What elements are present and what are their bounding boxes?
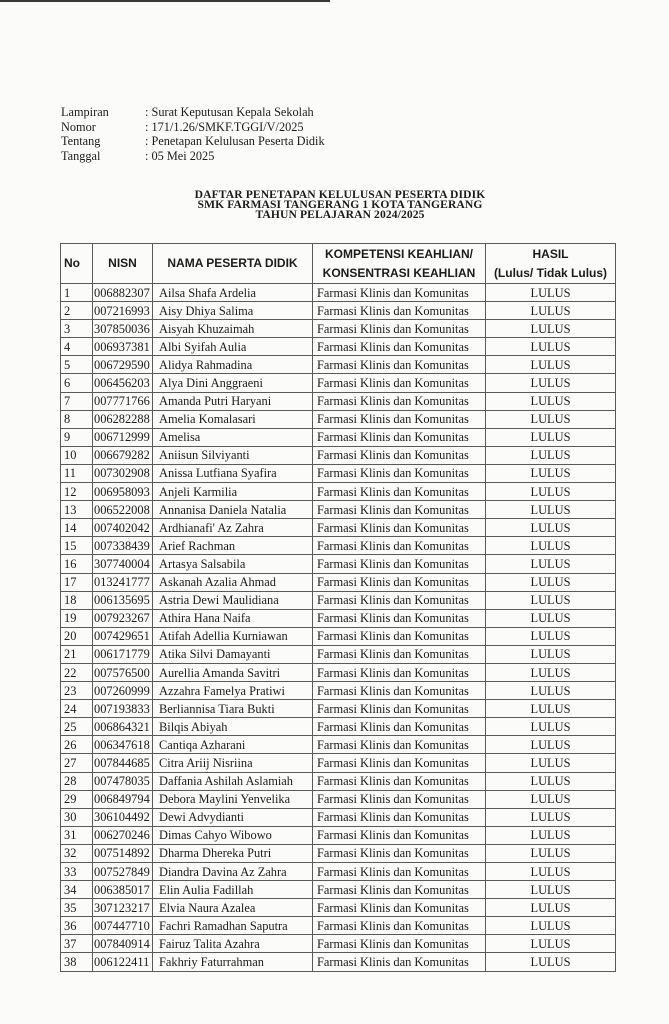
table-row [61, 573, 616, 591]
cell-nama: Dharma Dhereka Putri [153, 844, 313, 862]
cell-nama: Elvia Naura Azalea [153, 899, 313, 917]
cell-nama: Aurellia Amanda Savitri [153, 663, 313, 681]
cell-hasil: LULUS [486, 284, 616, 302]
cell-no: 38 [61, 953, 93, 971]
cell-nisn: 006385017 [93, 881, 153, 899]
cell-nisn: 006122411 [93, 953, 153, 971]
cell-nama: Diandra Davina Az Zahra [153, 863, 313, 881]
cell-no: 9 [61, 428, 93, 446]
table-row [61, 320, 616, 338]
cell-hasil: LULUS [486, 627, 616, 645]
cell-kompetensi: Farmasi Klinis dan Komunitas [313, 374, 486, 392]
cell-no: 4 [61, 338, 93, 356]
cell-nisn: 006282288 [93, 410, 153, 428]
cell-kompetensi: Farmasi Klinis dan Komunitas [313, 917, 486, 935]
header-nisn: NISN [93, 244, 153, 284]
cell-kompetensi: Farmasi Klinis dan Komunitas [313, 392, 486, 410]
cell-hasil: LULUS [486, 645, 616, 663]
cell-no: 23 [61, 682, 93, 700]
table-row [61, 826, 616, 844]
table-row [61, 555, 616, 573]
cell-kompetensi: Farmasi Klinis dan Komunitas [313, 410, 486, 428]
cell-no: 2 [61, 302, 93, 320]
table-row [61, 772, 616, 790]
cell-no: 8 [61, 410, 93, 428]
cell-nisn: 007478035 [93, 772, 153, 790]
cell-hasil: LULUS [486, 356, 616, 374]
cell-hasil: LULUS [486, 881, 616, 899]
cell-kompetensi: Farmasi Klinis dan Komunitas [313, 772, 486, 790]
meta-value: : 171/1.26/SMKF.TGGI/V/2025 [145, 119, 304, 134]
cell-no: 20 [61, 627, 93, 645]
cell-kompetensi: Farmasi Klinis dan Komunitas [313, 844, 486, 862]
cell-nisn: 006456203 [93, 374, 153, 392]
table-row [61, 609, 616, 627]
cell-nama: Berliannisa Tiara Bukti [153, 700, 313, 718]
table-row [61, 446, 616, 464]
cell-hasil: LULUS [486, 700, 616, 718]
cell-nama: Fachri Ramadhan Saputra [153, 917, 313, 935]
table-row [61, 953, 616, 971]
cell-nama: Bilqis Abiyah [153, 718, 313, 736]
cell-nama: Fakhriy Faturrahman [153, 953, 313, 971]
cell-kompetensi: Farmasi Klinis dan Komunitas [313, 483, 486, 501]
cell-kompetensi: Farmasi Klinis dan Komunitas [313, 501, 486, 519]
cell-no: 36 [61, 917, 93, 935]
cell-nisn: 007771766 [93, 392, 153, 410]
cell-no: 15 [61, 537, 93, 555]
cell-hasil: LULUS [486, 772, 616, 790]
cell-hasil: LULUS [486, 338, 616, 356]
cell-nama: Albi Syifah Aulia [153, 338, 313, 356]
header-hasil-line-2: (Lulus/ Tidak Lulus) [493, 265, 608, 280]
cell-hasil: LULUS [486, 446, 616, 464]
header-kompetensi-line-2: KONSENTRASI KEAHLIAN [322, 265, 476, 280]
cell-nisn: 007302908 [93, 464, 153, 482]
cell-nama: Astria Dewi Maulidiana [153, 591, 313, 609]
cell-nama: Amanda Putri Haryani [153, 392, 313, 410]
cell-no: 10 [61, 446, 93, 464]
table-row [61, 682, 616, 700]
cell-kompetensi: Farmasi Klinis dan Komunitas [313, 863, 486, 881]
cell-no: 31 [61, 826, 93, 844]
table-row [61, 519, 616, 537]
cell-kompetensi: Farmasi Klinis dan Komunitas [313, 555, 486, 573]
cell-kompetensi: Farmasi Klinis dan Komunitas [313, 519, 486, 537]
cell-kompetensi: Farmasi Klinis dan Komunitas [313, 428, 486, 446]
cell-nama: Ardhianafi' Az Zahra [153, 519, 313, 537]
table-row [61, 392, 616, 410]
table-row [61, 483, 616, 501]
cell-hasil: LULUS [486, 899, 616, 917]
cell-nama: Askanah Azalia Ahmad [153, 573, 313, 591]
cell-nama: Ailsa Shafa Ardelia [153, 284, 313, 302]
cell-hasil: LULUS [486, 483, 616, 501]
table-row [61, 700, 616, 718]
cell-no: 24 [61, 700, 93, 718]
cell-kompetensi: Farmasi Klinis dan Komunitas [313, 663, 486, 681]
title-line-2: SMK FARMASI TANGERANG 1 KOTA TANGERANG [197, 198, 483, 211]
meta-value: : 05 Mei 2025 [145, 148, 215, 163]
cell-kompetensi: Farmasi Klinis dan Komunitas [313, 464, 486, 482]
cell-no: 3 [61, 320, 93, 338]
meta-label: Nomor [61, 119, 96, 134]
cell-no: 33 [61, 863, 93, 881]
header-no: No [61, 244, 93, 284]
header-hasil-line-1: HASIL [532, 246, 569, 261]
cell-nama: Arief Rachman [153, 537, 313, 555]
cell-kompetensi: Farmasi Klinis dan Komunitas [313, 808, 486, 826]
table-row [61, 754, 616, 772]
cell-no: 14 [61, 519, 93, 537]
cell-nama: Amelia Komalasari [153, 410, 313, 428]
cell-hasil: LULUS [486, 935, 616, 953]
table-row [61, 338, 616, 356]
table-row [61, 284, 616, 302]
cell-nama: Anjeli Karmilia [153, 483, 313, 501]
cell-nama: Anissa Lutfiana Syafira [153, 464, 313, 482]
meta-row-tanggal [61, 149, 325, 164]
cell-hasil: LULUS [486, 573, 616, 591]
cell-hasil: LULUS [486, 302, 616, 320]
table-row [61, 410, 616, 428]
title-line-3: TAHUN PELAJARAN 2024/2025 [255, 208, 425, 221]
cell-hasil: LULUS [486, 917, 616, 935]
cell-nama: Daffania Ashilah Aslamiah [153, 772, 313, 790]
cell-nisn: 006679282 [93, 446, 153, 464]
cell-nama: Aisyah Khuzaimah [153, 320, 313, 338]
letter-metadata [61, 105, 325, 163]
cell-kompetensi: Farmasi Klinis dan Komunitas [313, 953, 486, 971]
cell-nama: Fairuz Talita Azahra [153, 935, 313, 953]
cell-kompetensi: Farmasi Klinis dan Komunitas [313, 754, 486, 772]
cell-nisn: 006270246 [93, 826, 153, 844]
cell-no: 26 [61, 736, 93, 754]
table-row [61, 627, 616, 645]
cell-kompetensi: Farmasi Klinis dan Komunitas [313, 645, 486, 663]
cell-hasil: LULUS [486, 537, 616, 555]
cell-nisn: 007260999 [93, 682, 153, 700]
cell-kompetensi: Farmasi Klinis dan Komunitas [313, 682, 486, 700]
title-line-1: DAFTAR PENETAPAN KELULUSAN PESERTA DIDIK [194, 188, 486, 201]
cell-no: 32 [61, 844, 93, 862]
cell-no: 27 [61, 754, 93, 772]
cell-nama: Athira Hana Naifa [153, 609, 313, 627]
cell-nama: Atika Silvi Damayanti [153, 645, 313, 663]
cell-nisn: 006347618 [93, 736, 153, 754]
scan-edge-artifact [0, 0, 330, 2]
cell-nama: Aniisun Silviyanti [153, 446, 313, 464]
cell-no: 37 [61, 935, 93, 953]
cell-kompetensi: Farmasi Klinis dan Komunitas [313, 881, 486, 899]
cell-nama: Alidya Rahmadina [153, 356, 313, 374]
table-row [61, 935, 616, 953]
table-row [61, 356, 616, 374]
header-nama: NAMA PESERTA DIDIK [153, 244, 313, 284]
table-row [61, 718, 616, 736]
cell-hasil: LULUS [486, 863, 616, 881]
meta-value: : Surat Keputusan Kepala Sekolah [145, 105, 314, 119]
cell-nisn: 007923267 [93, 609, 153, 627]
cell-kompetensi: Farmasi Klinis dan Komunitas [313, 302, 486, 320]
cell-hasil: LULUS [486, 826, 616, 844]
cell-no: 19 [61, 609, 93, 627]
cell-nisn: 007576500 [93, 663, 153, 681]
cell-hasil: LULUS [486, 428, 616, 446]
cell-hasil: LULUS [486, 591, 616, 609]
cell-nisn: 013241777 [93, 573, 153, 591]
table-row [61, 374, 616, 392]
cell-kompetensi: Farmasi Klinis dan Komunitas [313, 320, 486, 338]
cell-nisn: 007447710 [93, 917, 153, 935]
table-row [61, 736, 616, 754]
cell-no: 5 [61, 356, 93, 374]
cell-hasil: LULUS [486, 464, 616, 482]
cell-nisn: 007402042 [93, 519, 153, 537]
cell-no: 12 [61, 483, 93, 501]
cell-kompetensi: Farmasi Klinis dan Komunitas [313, 627, 486, 645]
cell-hasil: LULUS [486, 519, 616, 537]
table-row [61, 645, 616, 663]
cell-nisn: 006864321 [93, 718, 153, 736]
table-row [61, 591, 616, 609]
cell-kompetensi: Farmasi Klinis dan Komunitas [313, 573, 486, 591]
table-row [61, 501, 616, 519]
cell-hasil: LULUS [486, 953, 616, 971]
cell-nisn: 007527849 [93, 863, 153, 881]
cell-kompetensi: Farmasi Klinis dan Komunitas [313, 826, 486, 844]
cell-no: 35 [61, 899, 93, 917]
cell-hasil: LULUS [486, 501, 616, 519]
cell-nama: Azzahra Famelya Pratiwi [153, 682, 313, 700]
cell-no: 22 [61, 663, 93, 681]
document-title [100, 190, 580, 220]
cell-hasil: LULUS [486, 555, 616, 573]
cell-no: 25 [61, 718, 93, 736]
cell-hasil: LULUS [486, 790, 616, 808]
graduation-table [60, 243, 616, 972]
cell-no: 28 [61, 772, 93, 790]
cell-kompetensi: Farmasi Klinis dan Komunitas [313, 899, 486, 917]
cell-nama: Aisy Dhiya Salima [153, 302, 313, 320]
cell-no: 7 [61, 392, 93, 410]
cell-nisn: 007844685 [93, 754, 153, 772]
meta-label: Tanggal [61, 148, 101, 163]
meta-label: Tentang [61, 134, 101, 148]
cell-nisn: 006849794 [93, 790, 153, 808]
cell-nisn: 306104492 [93, 808, 153, 826]
cell-kompetensi: Farmasi Klinis dan Komunitas [313, 790, 486, 808]
cell-kompetensi: Farmasi Klinis dan Komunitas [313, 446, 486, 464]
table-row [61, 917, 616, 935]
cell-nama: Dewi Advydianti [153, 808, 313, 826]
cell-no: 17 [61, 573, 93, 591]
cell-kompetensi: Farmasi Klinis dan Komunitas [313, 700, 486, 718]
header-hasil [486, 244, 616, 284]
cell-no: 18 [61, 591, 93, 609]
meta-row-lampiran [61, 105, 325, 120]
cell-nama: Atifah Adellia Kurniawan [153, 627, 313, 645]
cell-nisn: 006958093 [93, 483, 153, 501]
cell-hasil: LULUS [486, 844, 616, 862]
cell-kompetensi: Farmasi Klinis dan Komunitas [313, 935, 486, 953]
cell-kompetensi: Farmasi Klinis dan Komunitas [313, 338, 486, 356]
cell-kompetensi: Farmasi Klinis dan Komunitas [313, 591, 486, 609]
cell-kompetensi: Farmasi Klinis dan Komunitas [313, 284, 486, 302]
header-kompetensi [313, 244, 486, 284]
cell-no: 13 [61, 501, 93, 519]
cell-hasil: LULUS [486, 718, 616, 736]
cell-no: 16 [61, 555, 93, 573]
cell-nisn: 006135695 [93, 591, 153, 609]
cell-nisn: 007193833 [93, 700, 153, 718]
cell-nisn: 007514892 [93, 844, 153, 862]
cell-kompetensi: Farmasi Klinis dan Komunitas [313, 356, 486, 374]
cell-nama: Dimas Cahyo Wibowo [153, 826, 313, 844]
table-header-row [61, 244, 616, 284]
table-row [61, 428, 616, 446]
table-row [61, 844, 616, 862]
cell-hasil: LULUS [486, 392, 616, 410]
table-row [61, 790, 616, 808]
cell-hasil: LULUS [486, 374, 616, 392]
cell-nisn: 006937381 [93, 338, 153, 356]
cell-no: 1 [61, 284, 93, 302]
cell-nama: Artasya Salsabila [153, 555, 313, 573]
cell-hasil: LULUS [486, 609, 616, 627]
cell-nama: Citra Ariij Nisriina [153, 754, 313, 772]
cell-no: 6 [61, 374, 93, 392]
table-row [61, 302, 616, 320]
cell-hasil: LULUS [486, 808, 616, 826]
meta-value: : Penetapan Kelulusan Peserta Didik [145, 134, 325, 148]
table-row [61, 863, 616, 881]
cell-nisn: 006712999 [93, 428, 153, 446]
meta-row-nomor [61, 120, 325, 135]
cell-hasil: LULUS [486, 754, 616, 772]
cell-nisn: 307850036 [93, 320, 153, 338]
cell-nisn: 007338439 [93, 537, 153, 555]
meta-label: Lampiran [61, 105, 109, 119]
cell-hasil: LULUS [486, 663, 616, 681]
cell-nisn: 006171779 [93, 645, 153, 663]
cell-no: 30 [61, 808, 93, 826]
cell-nisn: 006729590 [93, 356, 153, 374]
cell-nama: Alya Dini Anggraeni [153, 374, 313, 392]
header-kompetensi-line-1: KOMPETENSI KEAHLIAN/ [324, 246, 473, 261]
cell-nisn: 307740004 [93, 555, 153, 573]
cell-hasil: LULUS [486, 410, 616, 428]
cell-nisn: 007840914 [93, 935, 153, 953]
cell-nama: Cantiqa Azharani [153, 736, 313, 754]
cell-nisn: 007216993 [93, 302, 153, 320]
cell-nama: Amelisa [153, 428, 313, 446]
table-row [61, 808, 616, 826]
cell-nisn: 307123217 [93, 899, 153, 917]
cell-no: 21 [61, 645, 93, 663]
cell-nama: Elin Aulia Fadillah [153, 881, 313, 899]
table-row [61, 464, 616, 482]
meta-row-tentang [61, 134, 325, 149]
cell-nisn: 007429651 [93, 627, 153, 645]
table-body [61, 284, 616, 972]
cell-no: 34 [61, 881, 93, 899]
cell-nama: Debora Maylini Yenvelika [153, 790, 313, 808]
table-row [61, 663, 616, 681]
cell-kompetensi: Farmasi Klinis dan Komunitas [313, 736, 486, 754]
cell-no: 11 [61, 464, 93, 482]
cell-nisn: 006882307 [93, 284, 153, 302]
cell-hasil: LULUS [486, 682, 616, 700]
table-row [61, 899, 616, 917]
cell-kompetensi: Farmasi Klinis dan Komunitas [313, 718, 486, 736]
cell-nisn: 006522008 [93, 501, 153, 519]
cell-kompetensi: Farmasi Klinis dan Komunitas [313, 609, 486, 627]
cell-kompetensi: Farmasi Klinis dan Komunitas [313, 537, 486, 555]
cell-nama: Annanisa Daniela Natalia [153, 501, 313, 519]
table-row [61, 881, 616, 899]
cell-hasil: LULUS [486, 320, 616, 338]
cell-hasil: LULUS [486, 736, 616, 754]
cell-no: 29 [61, 790, 93, 808]
table-row [61, 537, 616, 555]
